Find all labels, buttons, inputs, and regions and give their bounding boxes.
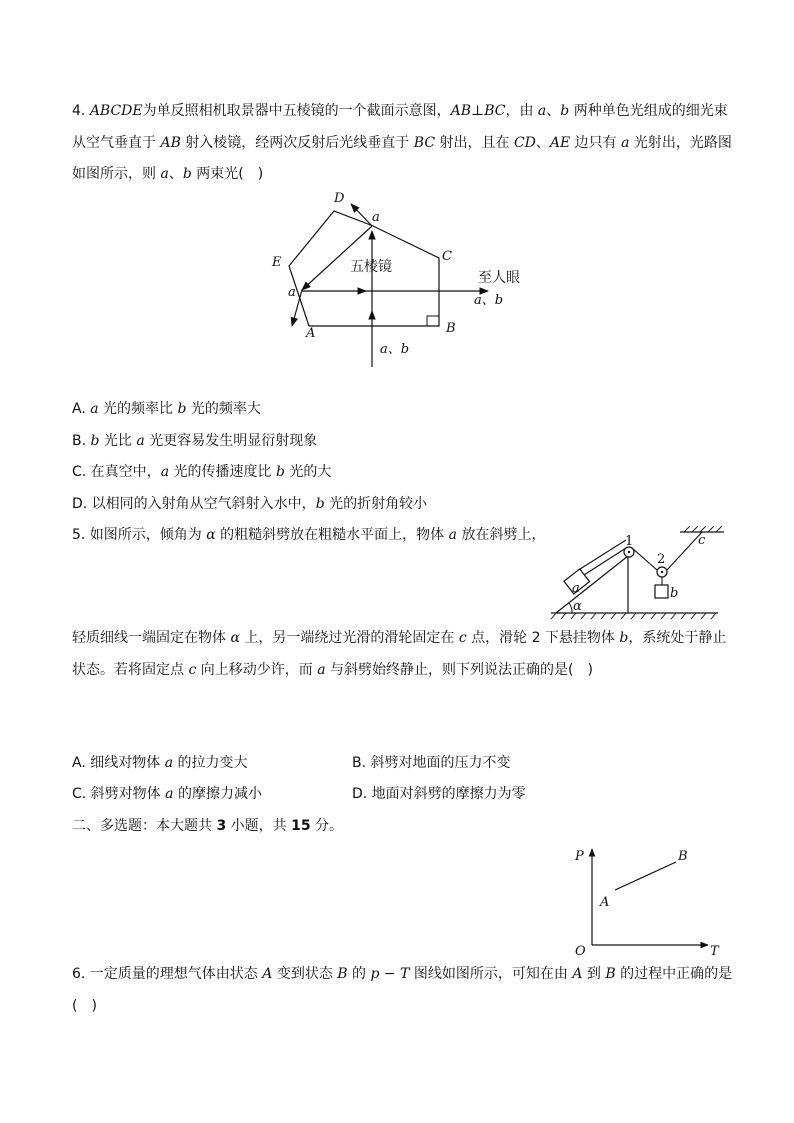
label-B: B xyxy=(446,321,456,336)
label-A: A xyxy=(306,326,316,341)
label-B: B xyxy=(678,849,688,864)
label-a: a xyxy=(572,581,580,596)
q4-stem-line1: 4. ABCDE为单反照相机取景器中五棱镜的一个截面示意图，AB⊥BC，由 a、b 两种单色光组成的细光束 xyxy=(72,103,728,119)
label-ab-bottom: a、b xyxy=(380,342,410,357)
label-c: c xyxy=(698,533,706,548)
q5-option-d: D. 地面对斜劈的摩擦力为零 xyxy=(352,786,526,802)
label-P: P xyxy=(575,849,584,864)
q5-stem-line3: 状态。若将固定点 c 向上移动少许，而 a 与斜劈始终静止，则下列说法正确的是( ) xyxy=(72,662,593,678)
label-eye: 至人眼 xyxy=(478,270,520,286)
label-b: b xyxy=(670,586,679,601)
label-ab-right: a、b xyxy=(474,293,504,308)
q5-stem-line1: 5. 如图所示，倾角为 α 的粗糙斜劈放在粗糙水平面上，物体 a 放在斜劈上， xyxy=(72,527,546,543)
label-E: E xyxy=(272,255,282,270)
section-2-heading: 二、多选题：本大题共 3 小题，共 15 分。 xyxy=(72,818,344,834)
label-a-top: a xyxy=(372,210,380,225)
q4-option-c: C. 在真空中，a 光的传播速度比 b 光的大 xyxy=(72,464,332,480)
q4-option-a: A. a 光的频率比 b 光的频率大 xyxy=(72,401,261,417)
label-C: C xyxy=(442,249,452,264)
label-A: A xyxy=(600,895,610,910)
q4-option-d: D. 以相同的入射角从空气斜射入水中，b 光的折射角较小 xyxy=(72,496,428,512)
label-O: O xyxy=(575,944,586,959)
q6-stem-line2: ( ) xyxy=(72,998,97,1014)
q5-option-c: C. 斜劈对物体 a 的摩擦力减小 xyxy=(72,786,262,802)
label-T: T xyxy=(710,944,719,959)
label-pulley-2: 2 xyxy=(657,552,666,567)
q4-stem-line3: 如图所示，则 a、b 两束光( ) xyxy=(72,166,264,182)
q5-option-a: A. 细线对物体 a 的拉力变大 xyxy=(72,755,248,771)
q4-option-b: B. b 光比 a 光更容易发生明显衍射现象 xyxy=(72,433,318,449)
q4-stem-line2: 从空气垂直于 AB 射入棱镜，经两次反射后光线垂直于 BC 射出，且在 CD、AE 边只有 a 光射出，光路图 xyxy=(72,135,732,151)
label-prism: 五棱镜 xyxy=(350,259,392,275)
process-line-ab xyxy=(615,862,676,890)
label-alpha: α xyxy=(573,599,582,614)
q5-option-b: B. 斜劈对地面的压力不变 xyxy=(352,755,511,771)
label-D: D xyxy=(334,191,345,206)
label-a-left: a xyxy=(288,285,296,300)
label-pulley-1: 1 xyxy=(625,534,634,549)
q5-stem-line2: 轻质细线一端固定在物体 α 上，另一端绕过光滑的滑轮固定在 c 点，滑轮 2 下悬挂物体 b，系统处于静止 xyxy=(72,630,727,646)
q6-stem-line1: 6. 一定质量的理想气体由状态 A 变到状态 B 的 p − T 图线如图所示，可知在由 A 到 B 的过程中正确的是 xyxy=(72,966,733,982)
